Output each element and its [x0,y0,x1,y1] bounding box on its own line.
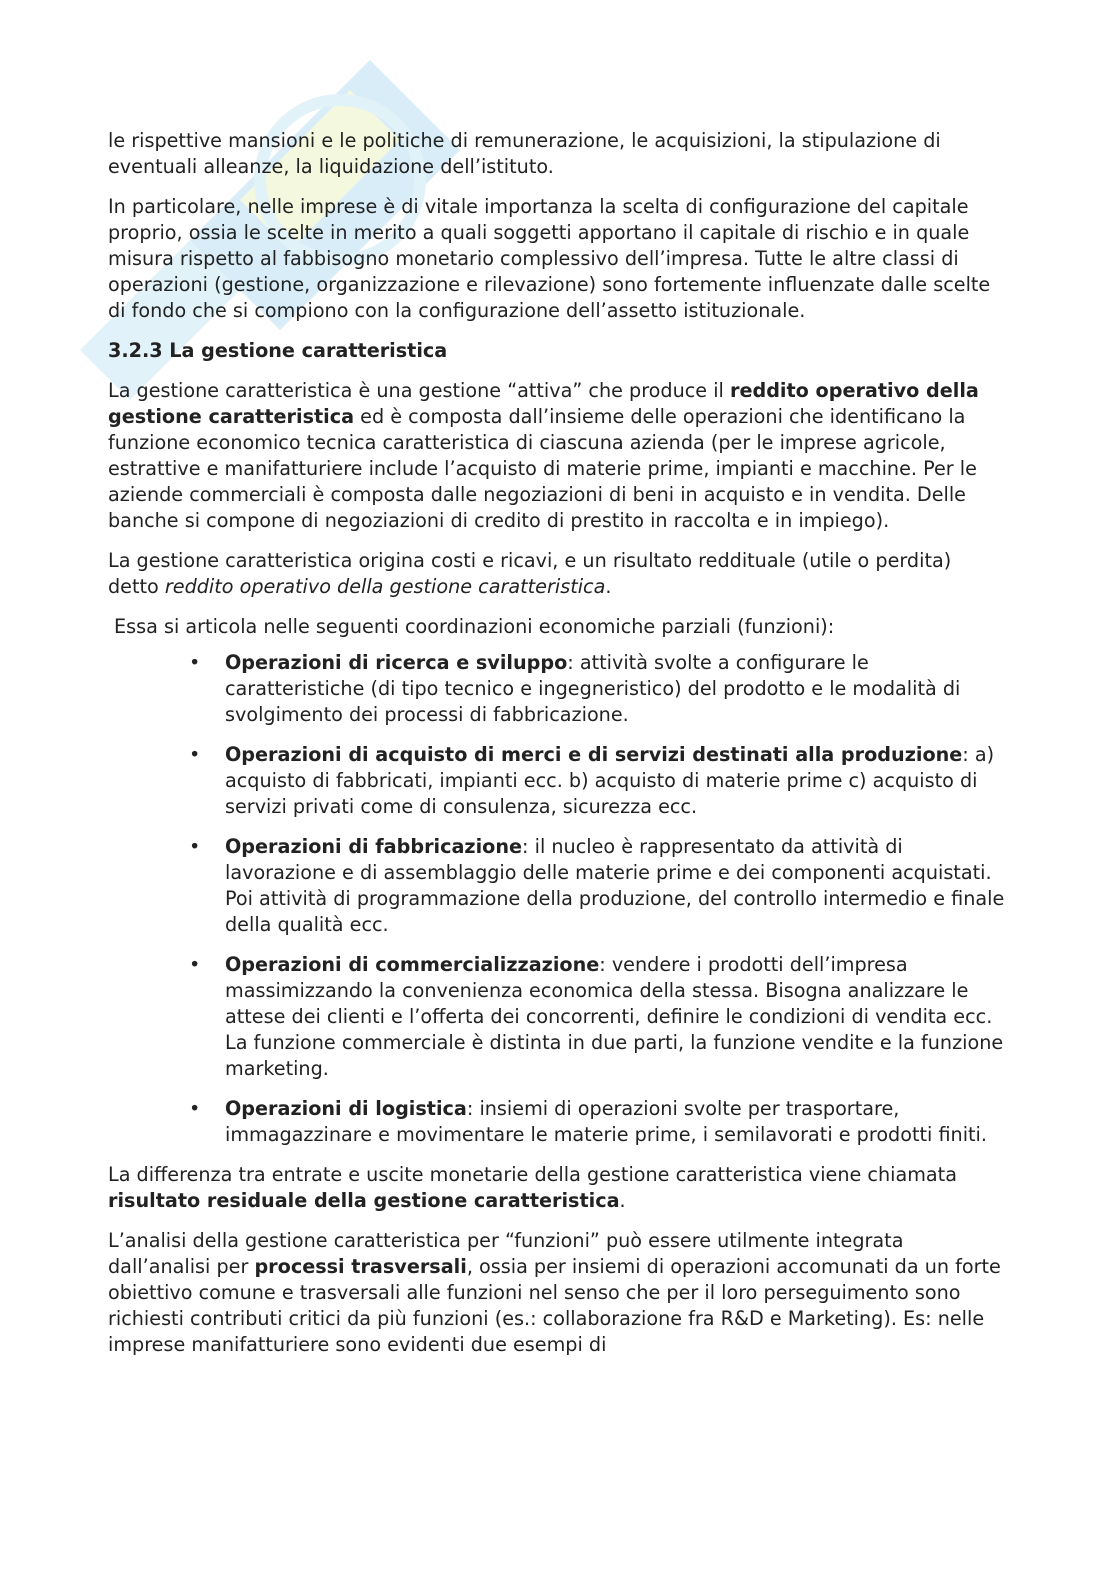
bold-term: risultato residuale della gestione caratteristica [108,1189,620,1212]
bold-term: processi trasversali [254,1255,467,1278]
list-item: • Operazioni di acquisto di merci e di servizi destinati alla produzione: a) acquisto di fabbricati, impianti ecc. b) acquisto di materie prime c) acquisto di servizi privati come di consulenza, sicurezza ecc. [189,743,995,818]
paragraph: le rispettive mansioni e le politiche di remunerazione, le acquisizioni, la stipulazione di eventuali alleanze, la liquidazione dell’istituto. [108,129,941,178]
italic-term: reddito operativo della gestione caratteristica [164,575,606,598]
list-item: • Operazioni di logistica: insiemi di operazioni svolte per trasportare, immagazzinare e movimentare le materie prime, i semilavorati e prodotti finiti. [189,1097,987,1146]
paragraph: La gestione caratteristica origina costi e ricavi, e un risultato reddituale (utile o perdita) detto reddito operativo della gestione caratteristica. [108,549,952,598]
paragraph: Essa si articola nelle seguenti coordinazioni economiche parziali (funzioni): [114,615,835,638]
list-item: • Operazioni di commercializzazione: vendere i prodotti dell’impresa massimizzando la convenienza economica della stessa. Bisogna analizzare le attese dei clienti e l’offerta dei concorrenti, definire le condizioni di vendita ecc. La funzione commerciale è distinta in due parti, la funzione vendite e la funzione marketing. [189,953,1004,1080]
bullet-icon: • [189,743,201,766]
bold-term: Operazioni di commercializzazione [225,953,600,976]
list-item: • Operazioni di fabbricazione: il nucleo è rappresentato da attività di lavorazione e di assemblaggio delle materie prime e dei componenti acquistati. Poi attività di programmazione della produzione, del controllo intermedio e finale della qualità ecc. [189,835,1005,936]
bold-term: Operazioni di acquisto di merci e di servizi destinati alla produzione [225,743,963,766]
paragraph: L’analisi della gestione caratteristica per “funzioni” può essere utilmente integrata dall’analisi per processi trasversali, ossia per insiemi di operazioni accomunati da un forte obiettivo comune e trasversali alle funzioni nel senso che per il loro perseguimento sono richiesti contributi critici da più funzioni (es.: collaborazione fra R&D e Marketing). Es: nelle imprese manifatturiere sono evidenti due esempi di [108,1229,1001,1356]
bold-term: reddito operativo della gestione caratteristica [108,379,979,428]
paragraph: La gestione caratteristica è una gestione “attiva” che produce il reddito operativo della gestione caratteristica ed è composta dall’insieme delle operazioni che identificano la funzione economico tecnica caratteristica di ciascuna azienda (per le imprese agricole, estrattive e manifatturiere include l’acquisto di materie prime, impianti e macchine. Per le aziende commerciali è composta dalle negoziazioni di beni in acquisto e in vendita. Delle banche si compone di negoziazioni di credito di prestito in raccolta e in impiego). [108,379,979,532]
paragraph: La differenza tra entrate e uscite monetarie della gestione caratteristica viene chiamata risultato residuale della gestione caratteristica. [108,1163,957,1212]
bold-term: Operazioni di ricerca e sviluppo [225,651,568,674]
paragraph: In particolare, nelle imprese è di vitale importanza la scelta di configurazione del capitale proprio, ossia le scelte in merito a quali soggetti apportano il capitale di rischio e in quale misura rispetto al fabbisogno monetario complessivo dell’impresa. Tutte le altre classi di operazioni (gestione, organizzazione e rilevazione) sono fortemente influenzate dalle scelte di fondo che si compiono con la configurazione dell’assetto istituzionale. [108,195,991,322]
bullet-list [108,650,1008,1148]
bullet-icon: • [189,835,201,858]
bullet-icon: • [189,953,201,976]
bold-term: Operazioni di logistica [225,1097,467,1120]
bold-term: Operazioni di fabbricazione [225,835,523,858]
bullet-icon: • [189,1097,201,1120]
section-heading: 3.2.3 La gestione caratteristica [108,339,448,362]
list-item: • Operazioni di ricerca e sviluppo: attività svolte a configurare le caratteristiche (di tipo tecnico e ingegneristico) del prodotto e le modalità di svolgimento dei processi di fabbricazione. [189,651,961,726]
document-body [108,128,1008,1372]
bullet-icon: • [189,651,201,674]
